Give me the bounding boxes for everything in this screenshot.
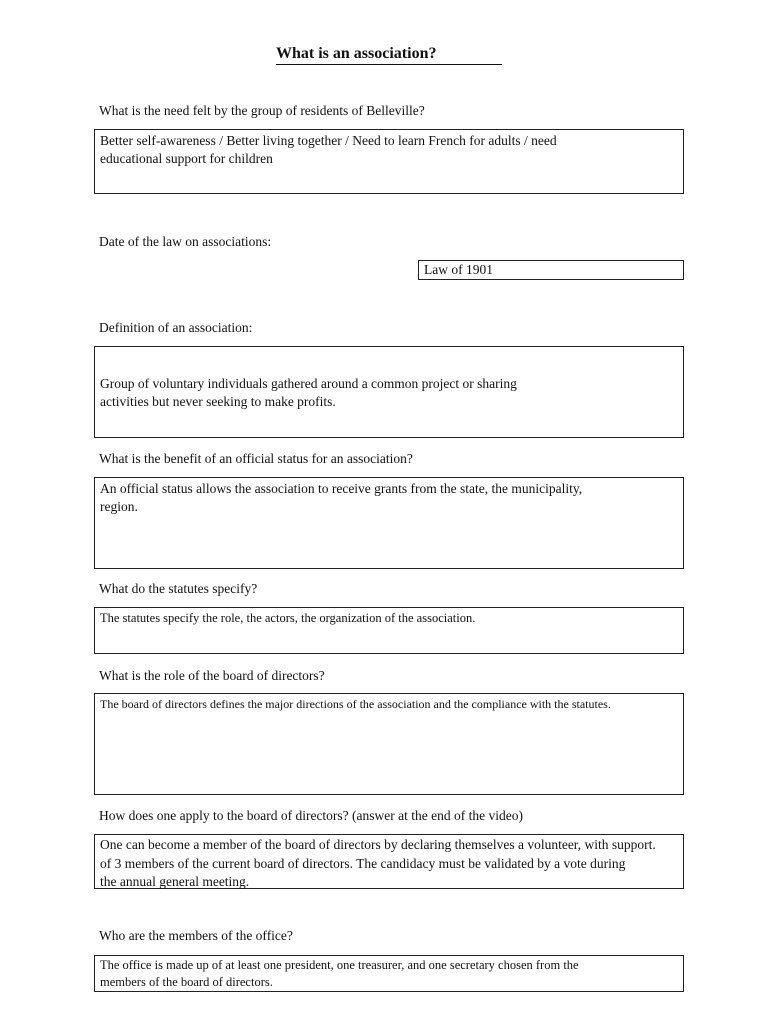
answer-definition-box[interactable] xyxy=(94,346,684,438)
question-statutes-label: What do the statutes specify? xyxy=(99,581,258,596)
answer-statutes-box[interactable] xyxy=(94,607,684,654)
answer-line: educational support for children xyxy=(100,151,273,166)
answer-line: region. xyxy=(100,499,138,514)
page-title: What is an association? xyxy=(276,44,502,65)
question-law-date-label: Date of the law on associations: xyxy=(99,234,272,249)
answer-line: Law of 1901 xyxy=(424,262,493,277)
answer-line: The statutes specify the role, the actors, the organization of the association. xyxy=(100,611,476,625)
answer-line: Group of voluntary individuals gathered around a common project or sharing xyxy=(100,376,517,391)
answer-office-members-box[interactable] xyxy=(94,955,684,992)
answer-line: One can become a member of the board of directors by declaring themselves a volunteer, with support. xyxy=(100,837,656,852)
answer-line: members of the board of directors. xyxy=(100,975,273,989)
answer-line: Better self-awareness / Better living together / Need to learn French for adults / need xyxy=(100,133,557,148)
answer-line: the annual general meeting. xyxy=(100,874,250,889)
answer-line: An official status allows the association to receive grants from the state, the municipality, xyxy=(100,481,583,496)
answer-law-date-box[interactable] xyxy=(418,260,684,280)
answer-line: The office is made up of at least one president, one treasurer, and one secretary chosen from the xyxy=(100,958,579,972)
question-apply-board-label: How does one apply to the board of directors? (answer at the end of the video) xyxy=(99,808,523,823)
answer-apply-board-box[interactable] xyxy=(94,834,684,889)
question-board-role-label: What is the role of the board of directors? xyxy=(99,668,325,683)
answer-need-box[interactable] xyxy=(94,129,684,194)
answer-line: The board of directors defines the major directions of the association and the compliance with the statutes. xyxy=(100,697,611,711)
question-official-status-label: What is the benefit of an official status for an association? xyxy=(99,451,413,466)
question-definition-label: Definition of an association: xyxy=(99,320,253,335)
answer-line: of 3 members of the current board of directors. The candidacy must be validated by a vote during xyxy=(100,855,626,871)
answer-line: activities but never seeking to make profits. xyxy=(100,394,336,409)
answer-official-status-box[interactable] xyxy=(94,477,684,569)
answer-board-role-box[interactable] xyxy=(94,693,684,795)
question-office-members-label: Who are the members of the office? xyxy=(99,928,293,943)
question-need-label: What is the need felt by the group of residents of Belleville? xyxy=(99,103,425,118)
